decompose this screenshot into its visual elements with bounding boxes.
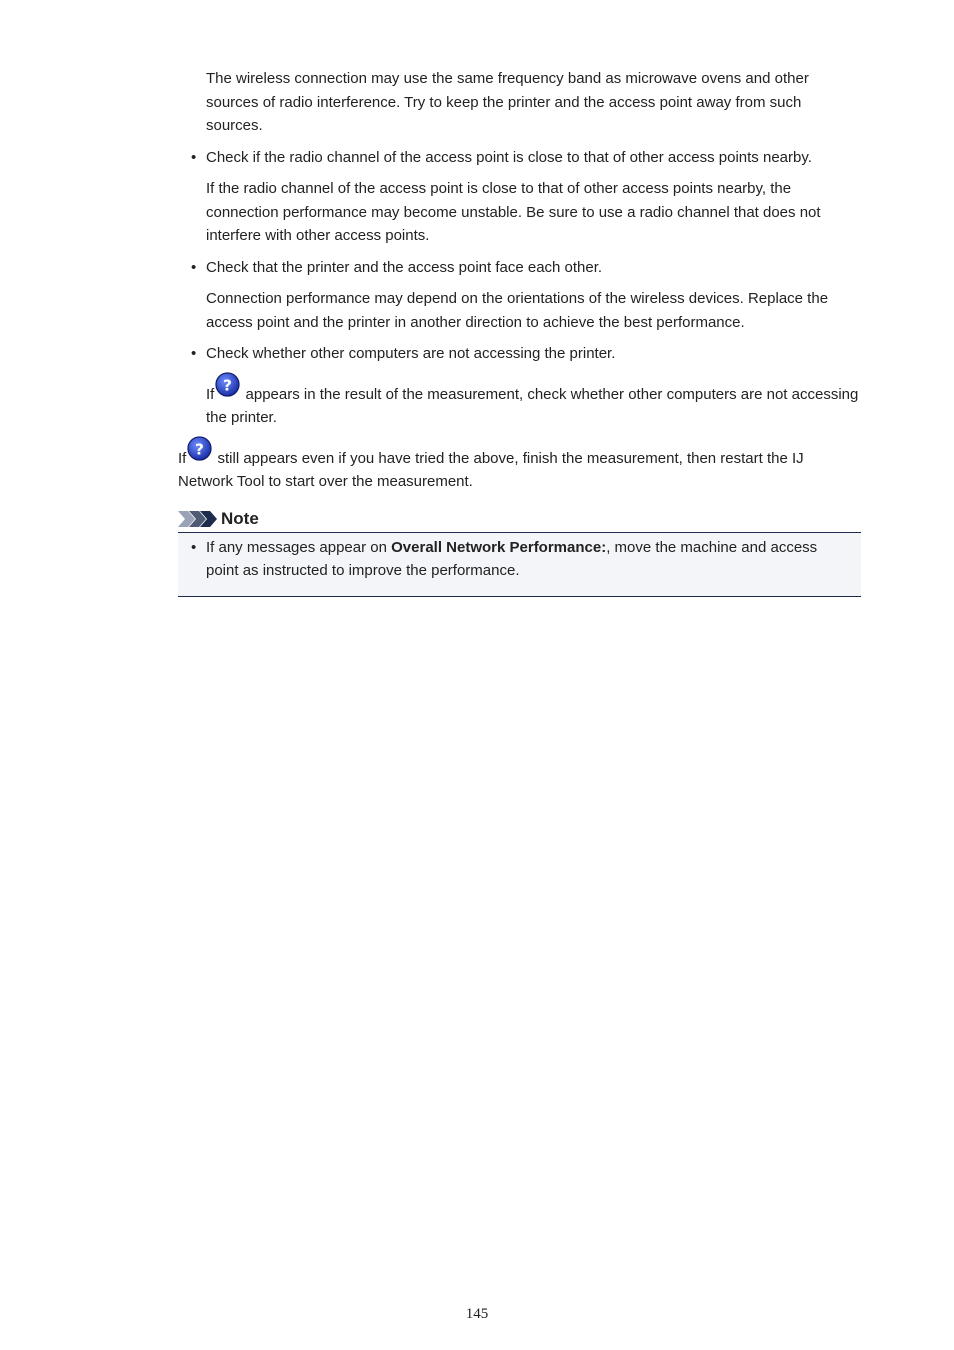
note-item-pre: If any messages appear on — [206, 538, 392, 556]
bullet-radio-channel: • Check if the radio channel of the access point is close to that of other access points nearby. — [206, 146, 861, 170]
paragraph-orientation: Connection performance may depend on the orientations of the wireless devices. Replace the access point and the printer in another direction to achieve the best performance. — [206, 290, 829, 331]
text-still-appears: still appears even if you have tried the above, finish the measurement, then restart the IJ Network Tool to start over the measurement. — [178, 449, 804, 490]
paragraph-radio-channel: If the radio channel of the access point is close to that of other access points nearby, the connection performance may become unstable. Be sure to use a radio channel that does not interfere with other access points. — [206, 180, 821, 244]
note-title: Note — [221, 508, 259, 528]
question-mark-icon — [187, 436, 212, 461]
svg-text:?: ? — [223, 375, 233, 394]
note-item — [206, 536, 851, 583]
page-content — [178, 67, 861, 597]
bullet-face-each-other: • Check that the printer and the access point face each other. — [206, 256, 861, 280]
text-if: If — [206, 385, 215, 403]
paragraph-interference: The wireless connection may use the same frequency band as microwave ovens and other sources of radio interference. Try to keep the printer and the access point away from such sources. — [206, 70, 809, 134]
text-appears: appears in the result of the measurement, check whether other computers are not accessing the printer. — [206, 385, 859, 426]
note-box — [178, 533, 861, 597]
bullet-other-computers: • Check whether other computers are not accessing the printer. — [206, 342, 861, 366]
svg-text:?: ? — [195, 439, 205, 458]
paragraph-still-appears — [178, 439, 861, 494]
note-header — [178, 506, 861, 533]
note-item-post: , move the machine and access point as instructed to improve the performance. — [206, 538, 818, 579]
text-if: If — [178, 449, 187, 467]
question-mark-icon — [215, 372, 240, 397]
note-item-bold: Overall Network Performance: — [391, 538, 607, 556]
paragraph-question-result — [206, 375, 861, 430]
triple-chevron-icon — [178, 511, 218, 527]
page-number: 145 — [465, 1306, 489, 1322]
